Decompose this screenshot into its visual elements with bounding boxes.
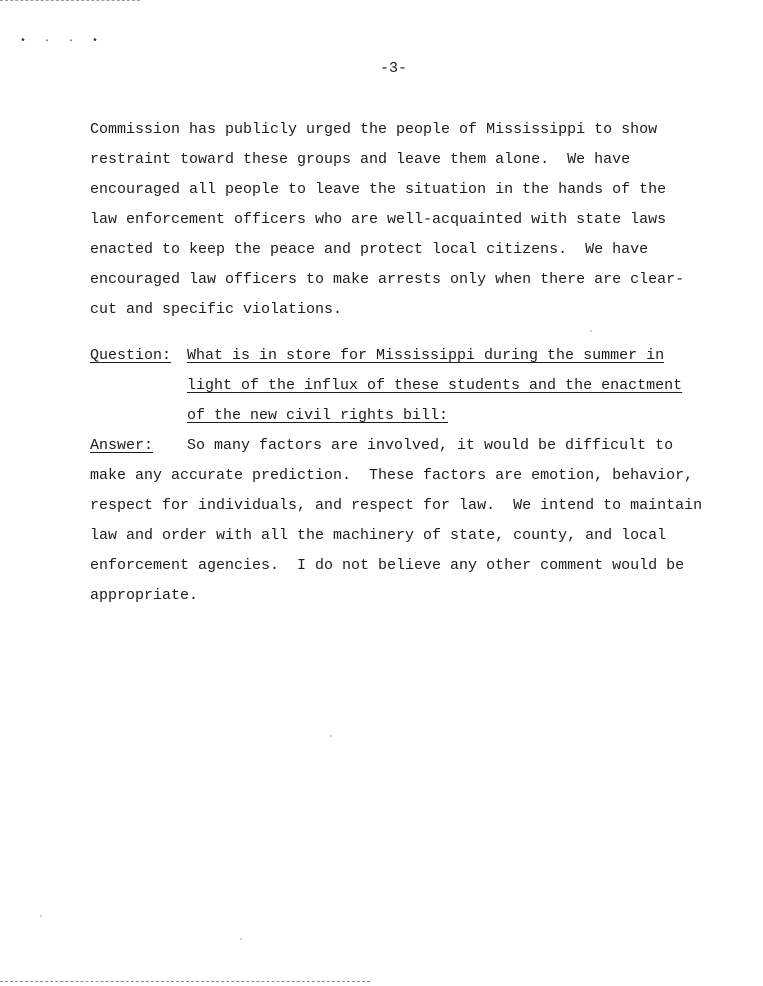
paragraph-line: law enforcement officers who are well-acquainted with state laws <box>90 211 667 228</box>
question-line: of the new civil rights bill: <box>187 407 449 424</box>
scan-speck <box>40 915 42 917</box>
top-dashed-rule <box>0 0 140 1</box>
scan-speck <box>330 735 332 737</box>
paragraph-line: enacted to keep the peace and protect local citizens. We have <box>90 241 649 258</box>
scan-speck <box>240 938 242 940</box>
answer-line: make any accurate prediction. These factors are emotion, behavior, <box>90 467 694 484</box>
answer-line: law and order with all the machinery of state, county, and local <box>90 527 667 544</box>
page-number: -3- <box>380 60 408 77</box>
answer-label: Answer: <box>90 437 154 454</box>
bottom-dashed-rule <box>0 981 370 982</box>
paragraph-line: encouraged all people to leave the situation in the hands of the <box>90 181 667 198</box>
answer-line: appropriate. <box>90 587 199 604</box>
question-line: light of the influx of these students and the enactment <box>187 377 683 394</box>
question-line: What is in store for Mississippi during the summer in <box>187 347 665 364</box>
scan-speck <box>590 330 592 332</box>
answer-line: enforcement agencies. I do not believe any other comment would be <box>90 557 685 574</box>
answer-line: respect for individuals, and respect for law. We intend to maintain <box>90 497 703 514</box>
paragraph-line: cut and specific violations. <box>90 301 343 318</box>
paragraph-line: encouraged law officers to make arrests only when there are clear- <box>90 271 685 288</box>
answer-line: So many factors are involved, it would be difficult to <box>187 437 674 454</box>
paragraph-line: Commission has publicly urged the people of Mississippi to show <box>90 121 658 138</box>
paragraph-line: restraint toward these groups and leave them alone. We have <box>90 151 631 168</box>
corner-marks: • · · • <box>20 36 105 47</box>
question-label: Question: <box>90 347 172 364</box>
